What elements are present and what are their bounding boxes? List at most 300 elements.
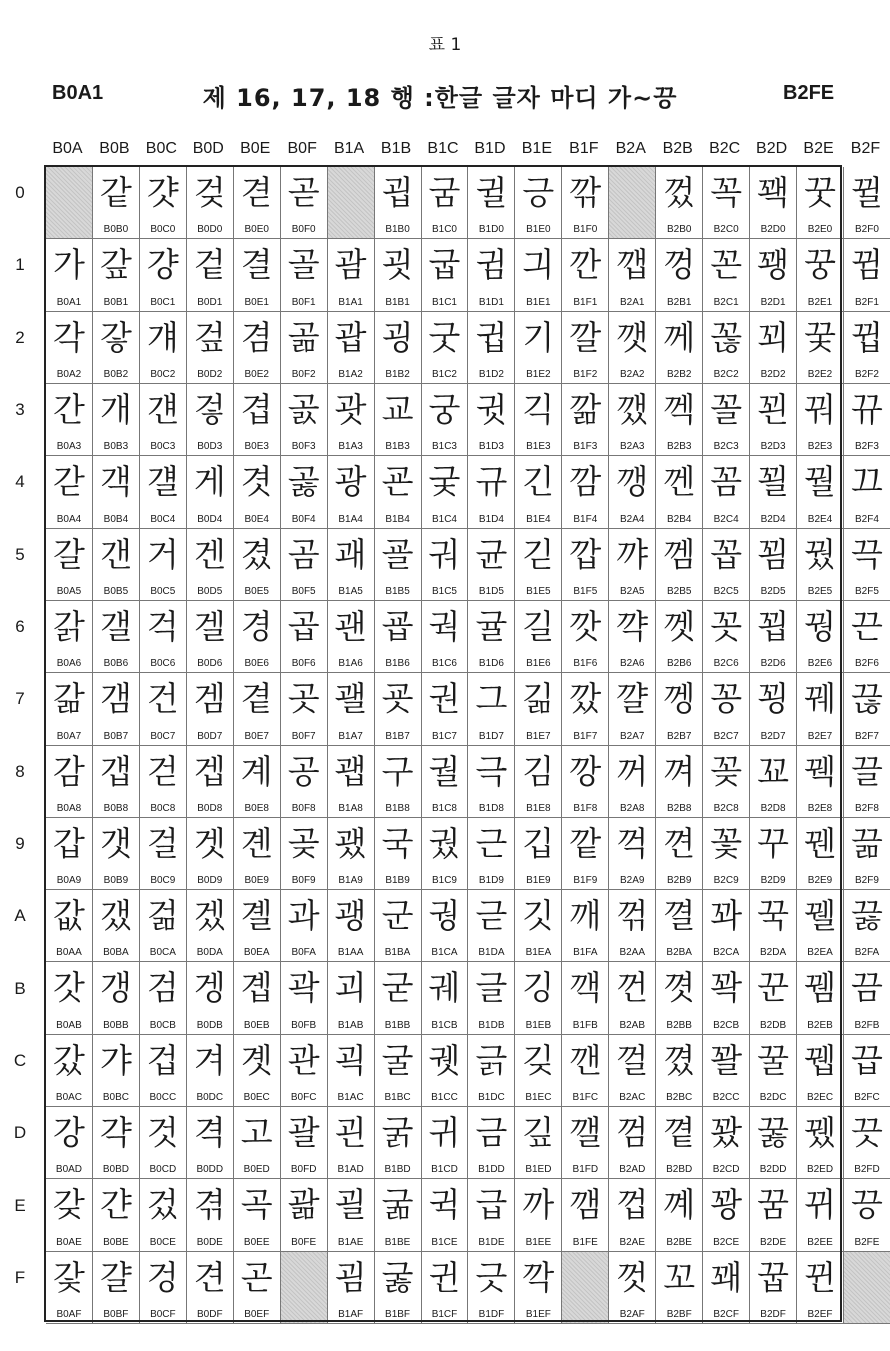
code-label: B1AA [337, 947, 364, 959]
hangul-glyph: 깝 [569, 534, 602, 574]
code-label: B1A7 [338, 730, 363, 742]
hangul-glyph: 귤 [475, 606, 508, 646]
hangul-glyph: 꿸 [804, 896, 836, 936]
hangul-glyph: 갇 [53, 462, 85, 502]
hangul-glyph: 꼰 [710, 245, 743, 285]
row-header: 8 [15, 761, 25, 781]
hangul-glyph: 갑 [53, 823, 85, 863]
code-label: B2ED [806, 1164, 834, 1176]
hangul-glyph: 궈 [428, 534, 461, 574]
code-label: B1B7 [385, 730, 410, 742]
code-label: B1DD [478, 1164, 505, 1176]
hangul-glyph: 꼈 [663, 1040, 696, 1080]
character-cell [656, 890, 703, 962]
character-cell [515, 962, 562, 1034]
character-cell [93, 1252, 140, 1324]
character-cell [750, 601, 797, 673]
hangul-glyph: 금 [475, 1113, 508, 1153]
character-cell [234, 529, 281, 601]
character-cell [187, 1179, 234, 1251]
character-cell [515, 890, 562, 962]
character-cell [93, 167, 140, 239]
code-label: B0E8 [244, 802, 269, 814]
hangul-glyph: 곤 [240, 1257, 273, 1297]
code-label: B0AA [56, 947, 82, 959]
code-label: B1C1 [431, 296, 457, 308]
character-cell [844, 384, 890, 456]
code-label: B2D0 [760, 224, 786, 236]
code-label: B0F7 [291, 730, 316, 742]
code-label: B1D4 [478, 513, 504, 525]
hangul-glyph: 꿇 [757, 1113, 790, 1153]
hangul-glyph: 뀐 [804, 1257, 836, 1297]
hangul-glyph: 괆 [287, 1185, 320, 1225]
character-cell [93, 1179, 140, 1251]
character-cell [609, 312, 656, 384]
code-label: B2C2 [713, 368, 739, 380]
code-label: B2A1 [620, 296, 645, 308]
hangul-glyph: 꽁 [710, 679, 743, 719]
hangul-glyph: 겄 [146, 1185, 179, 1225]
character-cell [609, 529, 656, 601]
hangul-glyph: 깎 [569, 173, 602, 212]
code-label: B0C9 [150, 875, 176, 887]
code-label: B0EE [243, 1236, 270, 1248]
character-cell [468, 1107, 515, 1179]
code-label: B2AE [619, 1236, 646, 1248]
hangul-glyph: 꾈 [757, 462, 790, 502]
character-cell [609, 746, 656, 818]
character-cell [140, 239, 187, 311]
hangul-glyph: 깥 [569, 823, 602, 863]
code-label: B0E0 [244, 224, 269, 236]
character-cell [844, 1035, 890, 1107]
hangul-glyph: 긍 [522, 173, 555, 212]
character-cell [656, 456, 703, 528]
hangul-glyph: 궷 [428, 1040, 461, 1080]
code-label: B2EC [806, 1092, 834, 1104]
hangul-glyph: 군 [381, 896, 414, 936]
code-label: B2F6 [855, 658, 879, 670]
character-cell [844, 601, 890, 673]
hangul-glyph: 꽉 [710, 968, 743, 1008]
hangul-glyph: 깽 [616, 462, 649, 502]
code-label: B1A1 [338, 296, 363, 308]
hangul-glyph: 깐 [569, 245, 602, 285]
hangul-glyph: 껌 [616, 1113, 649, 1153]
character-cell [703, 1179, 750, 1251]
hangul-glyph: 깨 [569, 896, 602, 936]
character-cell [281, 456, 328, 528]
hangul-glyph: 뀨 [851, 389, 883, 429]
code-label: B1F9 [573, 875, 598, 887]
hangul-glyph: 겼 [240, 534, 273, 574]
code-label: B0E6 [244, 658, 269, 670]
code-label: B0D7 [197, 730, 223, 742]
hangul-glyph: 꿩 [804, 606, 836, 646]
code-label: B1BE [384, 1236, 411, 1248]
hangul-glyph: 갤 [99, 606, 132, 646]
character-cell [609, 818, 656, 890]
code-label: B2F1 [855, 296, 879, 308]
hangul-glyph: 꽜 [710, 1113, 743, 1153]
character-cell [375, 1107, 422, 1179]
hangul-glyph: 끈 [851, 606, 883, 646]
hangul-glyph: 귀 [428, 1113, 461, 1153]
code-label: B0B4 [103, 513, 129, 525]
code-label: B2D4 [760, 513, 786, 525]
character-cell [750, 890, 797, 962]
character-grid [44, 165, 883, 1322]
character-cell [140, 456, 187, 528]
character-cell [562, 1107, 609, 1179]
code-label: B1F5 [573, 585, 598, 597]
character-cell [328, 529, 375, 601]
hangul-glyph: 갗 [53, 1257, 85, 1297]
code-label: B2E0 [807, 224, 833, 236]
hangul-glyph: 껜 [663, 462, 696, 502]
code-label: B2A3 [620, 441, 645, 453]
hangul-glyph: 깻 [616, 317, 649, 357]
hangul-glyph: 꾐 [757, 534, 790, 574]
hangul-glyph: 괸 [334, 1113, 367, 1153]
character-cell [422, 1035, 469, 1107]
hangul-glyph: 굅 [381, 173, 414, 212]
code-label: B2E4 [807, 513, 833, 525]
character-cell [93, 312, 140, 384]
character-cell [93, 818, 140, 890]
code-label: B0FB [291, 1019, 317, 1031]
code-label: B2A8 [620, 802, 645, 814]
character-cell [328, 746, 375, 818]
code-label: B2C6 [713, 658, 739, 670]
code-label: B1C3 [431, 441, 457, 453]
character-cell [656, 167, 703, 239]
character-cell [703, 456, 750, 528]
character-cell [562, 890, 609, 962]
character-cell [844, 1107, 890, 1179]
code-label: B2FA [854, 947, 880, 959]
character-cell [703, 529, 750, 601]
code-label: B2B3 [666, 441, 692, 453]
character-cell [750, 529, 797, 601]
hangul-glyph: 끕 [851, 1040, 883, 1080]
hangul-glyph: 긷 [522, 534, 555, 574]
character-cell [422, 167, 469, 239]
table-label: 표 1 [428, 35, 462, 55]
character-cell [234, 673, 281, 745]
character-cell [562, 673, 609, 745]
code-label: B0CE [149, 1236, 176, 1248]
code-label: B1F0 [573, 224, 598, 236]
hangul-glyph: 뀄 [804, 1113, 836, 1153]
character-cell [562, 962, 609, 1034]
row-header: 5 [15, 544, 25, 564]
code-label: B0F3 [291, 441, 316, 453]
code-label: B1B2 [385, 368, 410, 380]
hangul-glyph: 꾜 [757, 751, 790, 791]
character-cell [562, 384, 609, 456]
code-label: B1DF [478, 1309, 505, 1320]
character-cell [328, 962, 375, 1034]
code-label: B1D7 [478, 730, 504, 742]
hangul-glyph: 걔 [146, 317, 179, 357]
hangul-glyph: 겋 [193, 389, 226, 429]
hangul-glyph: 균 [475, 534, 508, 574]
character-cell [281, 1179, 328, 1251]
character-cell [187, 746, 234, 818]
code-label: B2BB [666, 1019, 692, 1031]
hangul-glyph: 결 [240, 245, 273, 285]
character-cell [375, 1252, 422, 1324]
hangul-glyph: 깔 [569, 317, 602, 357]
character-cell [93, 1107, 140, 1179]
character-cell [562, 239, 609, 311]
code-label: B0D5 [197, 585, 223, 597]
character-cell [750, 1107, 797, 1179]
column-headers [44, 140, 881, 162]
hangul-glyph: 껄 [616, 1040, 649, 1080]
code-label: B0A1 [56, 296, 82, 308]
code-label: B2BA [666, 947, 692, 959]
code-label: B1FA [573, 947, 598, 959]
character-cell [93, 962, 140, 1034]
hangul-glyph: 꾑 [757, 606, 790, 646]
hangul-glyph: 궁 [428, 389, 461, 429]
character-cell [750, 962, 797, 1034]
hangul-glyph: 관 [287, 1040, 320, 1080]
code-label: B1B8 [385, 802, 410, 814]
code-label: B1DA [478, 947, 505, 959]
hangul-glyph: 꿋 [804, 173, 836, 212]
hangul-glyph: 갓 [53, 968, 85, 1008]
character-cell [515, 384, 562, 456]
hangul-glyph: 괠 [334, 679, 367, 719]
character-cell [187, 962, 234, 1034]
hangul-glyph: 국 [381, 823, 414, 863]
character-cell [750, 167, 797, 239]
hangul-glyph: 걜 [146, 462, 179, 502]
code-label: B2DE [760, 1236, 787, 1248]
character-cell [422, 673, 469, 745]
hangul-glyph: 껙 [663, 389, 696, 429]
code-label: B2A2 [620, 368, 645, 380]
column-header: B0C [145, 140, 177, 157]
character-cell [797, 1035, 844, 1107]
code-label: B0AB [56, 1019, 82, 1031]
hangul-glyph: 끙 [851, 1185, 883, 1225]
character-cell [703, 818, 750, 890]
code-label: B2CD [712, 1164, 740, 1176]
code-label: B0CC [149, 1092, 177, 1104]
character-cell [515, 1107, 562, 1179]
code-label: B2AB [619, 1019, 646, 1031]
code-label: B2C1 [713, 296, 739, 308]
character-cell [187, 529, 234, 601]
character-cell [797, 312, 844, 384]
code-label: B0EF [244, 1309, 270, 1320]
row-header: 0 [15, 183, 25, 203]
code-label: B2F5 [855, 585, 879, 597]
code-label: B1DB [478, 1019, 505, 1031]
hangul-glyph: 곱 [287, 606, 320, 646]
hangul-glyph: 껐 [663, 173, 696, 212]
code-label: B1F8 [573, 802, 598, 814]
hangul-glyph: 굳 [381, 968, 414, 1008]
hangul-glyph: 긺 [522, 679, 555, 719]
code-label: B1A3 [338, 441, 363, 453]
character-cell [703, 1107, 750, 1179]
character-cell [656, 1179, 703, 1251]
hangul-glyph: 꿱 [804, 751, 836, 791]
code-label: B1FD [572, 1164, 599, 1176]
character-cell [375, 601, 422, 673]
hangul-glyph: 깹 [616, 245, 649, 285]
character-cell [234, 962, 281, 1034]
code-label: B0DE [196, 1236, 223, 1248]
hangul-glyph: 개 [99, 389, 132, 429]
character-cell [750, 312, 797, 384]
hangul-glyph: 꿔 [804, 389, 836, 429]
hangul-glyph: 경 [240, 606, 273, 646]
hangul-glyph: 궝 [428, 896, 461, 936]
character-cell [187, 312, 234, 384]
hangul-glyph: 꾸 [757, 823, 790, 863]
hangul-glyph: 광 [334, 462, 367, 502]
code-label: B2D8 [760, 802, 786, 814]
character-cell [656, 1035, 703, 1107]
code-label: B1DE [478, 1236, 505, 1248]
character-cell [328, 312, 375, 384]
character-cell [609, 890, 656, 962]
hangul-glyph: 객 [99, 462, 132, 502]
code-label: B2DA [760, 947, 787, 959]
hangul-glyph: 감 [53, 751, 85, 791]
character-cell [187, 1252, 234, 1324]
empty-cell [281, 1252, 328, 1324]
hangul-glyph: 깩 [569, 968, 602, 1008]
hangul-glyph: 겻 [240, 462, 273, 502]
code-label: B0AC [55, 1092, 83, 1104]
code-label: B1AC [337, 1092, 364, 1104]
character-cell [562, 601, 609, 673]
character-cell [93, 384, 140, 456]
hangul-glyph: 곧 [287, 173, 320, 212]
hangul-glyph: 뀌 [804, 1185, 836, 1225]
character-cell [46, 529, 93, 601]
character-cell [375, 962, 422, 1034]
hangul-glyph: 꽤 [710, 1257, 743, 1297]
code-label: B2DC [759, 1092, 787, 1104]
hangul-glyph: 긁 [475, 1040, 508, 1080]
code-range-end: B2FE [783, 82, 835, 104]
hangul-glyph: 꼿 [710, 606, 743, 646]
hangul-glyph: 뀔 [851, 173, 883, 212]
character-cell [750, 818, 797, 890]
hangul-glyph: 궤 [428, 968, 461, 1008]
hangul-glyph: 갛 [99, 317, 132, 357]
code-label: B0BE [103, 1236, 129, 1248]
character-cell [46, 601, 93, 673]
character-cell [375, 746, 422, 818]
character-cell [515, 1179, 562, 1251]
hangul-glyph: 겊 [193, 317, 226, 357]
code-label: B2F0 [855, 224, 879, 236]
hangul-glyph: 깅 [522, 968, 555, 1008]
character-cell [140, 818, 187, 890]
character-cell [515, 456, 562, 528]
character-cell [797, 890, 844, 962]
hangul-glyph: 꿨 [804, 534, 836, 574]
column-header: B0B [99, 140, 130, 157]
character-cell [281, 1035, 328, 1107]
character-cell [703, 384, 750, 456]
code-label: B1CE [431, 1236, 458, 1248]
character-cell [93, 456, 140, 528]
code-label: B2AA [619, 947, 646, 959]
hangul-glyph: 꽈 [710, 896, 743, 936]
character-cell [703, 167, 750, 239]
column-header: B2D [756, 140, 788, 157]
code-label: B1E6 [526, 658, 551, 670]
character-cell [468, 456, 515, 528]
empty-cell [562, 1252, 609, 1324]
hangul-glyph: 곡 [240, 1185, 273, 1225]
hangul-glyph: 걸 [146, 823, 179, 863]
code-label: B1AB [337, 1019, 364, 1031]
hangul-glyph: 굡 [381, 606, 414, 646]
character-cell [797, 384, 844, 456]
character-cell [328, 1107, 375, 1179]
column-header: B1C [427, 140, 459, 157]
character-cell [422, 601, 469, 673]
character-cell [140, 1179, 187, 1251]
character-cell [797, 1252, 844, 1324]
hangul-glyph: 꼲 [710, 317, 743, 357]
hangul-glyph: 껨 [663, 534, 696, 574]
hangul-glyph: 갼 [99, 1185, 132, 1225]
hangul-glyph: 겝 [193, 751, 226, 791]
hangul-glyph: 갰 [99, 896, 132, 936]
hangul-glyph: 근 [475, 823, 508, 863]
code-label: B0B9 [103, 875, 129, 887]
hangul-glyph: 갊 [53, 679, 85, 719]
code-label: B1A6 [338, 658, 363, 670]
code-label: B2F2 [855, 368, 879, 380]
hangul-glyph: 깁 [522, 823, 555, 863]
character-cell [281, 384, 328, 456]
code-label: B1BF [385, 1309, 411, 1320]
character-cell [234, 601, 281, 673]
character-cell [515, 1252, 562, 1324]
row-header: 6 [15, 617, 25, 637]
code-label: B0BD [102, 1164, 129, 1176]
hangul-glyph: 굄 [334, 1257, 367, 1297]
character-cell [375, 1035, 422, 1107]
hangul-glyph: 꼭 [710, 173, 743, 212]
code-label: B1E4 [526, 513, 551, 525]
character-cell [187, 673, 234, 745]
character-cell [281, 239, 328, 311]
hangul-glyph: 꾹 [757, 896, 790, 936]
code-label: B0AF [56, 1309, 82, 1320]
hangul-glyph: 괩 [334, 751, 367, 791]
character-cell [844, 890, 890, 962]
column-header: B2E [803, 140, 834, 157]
code-label: B2E8 [807, 802, 833, 814]
code-label: B1C0 [431, 224, 457, 236]
character-cell [422, 818, 469, 890]
